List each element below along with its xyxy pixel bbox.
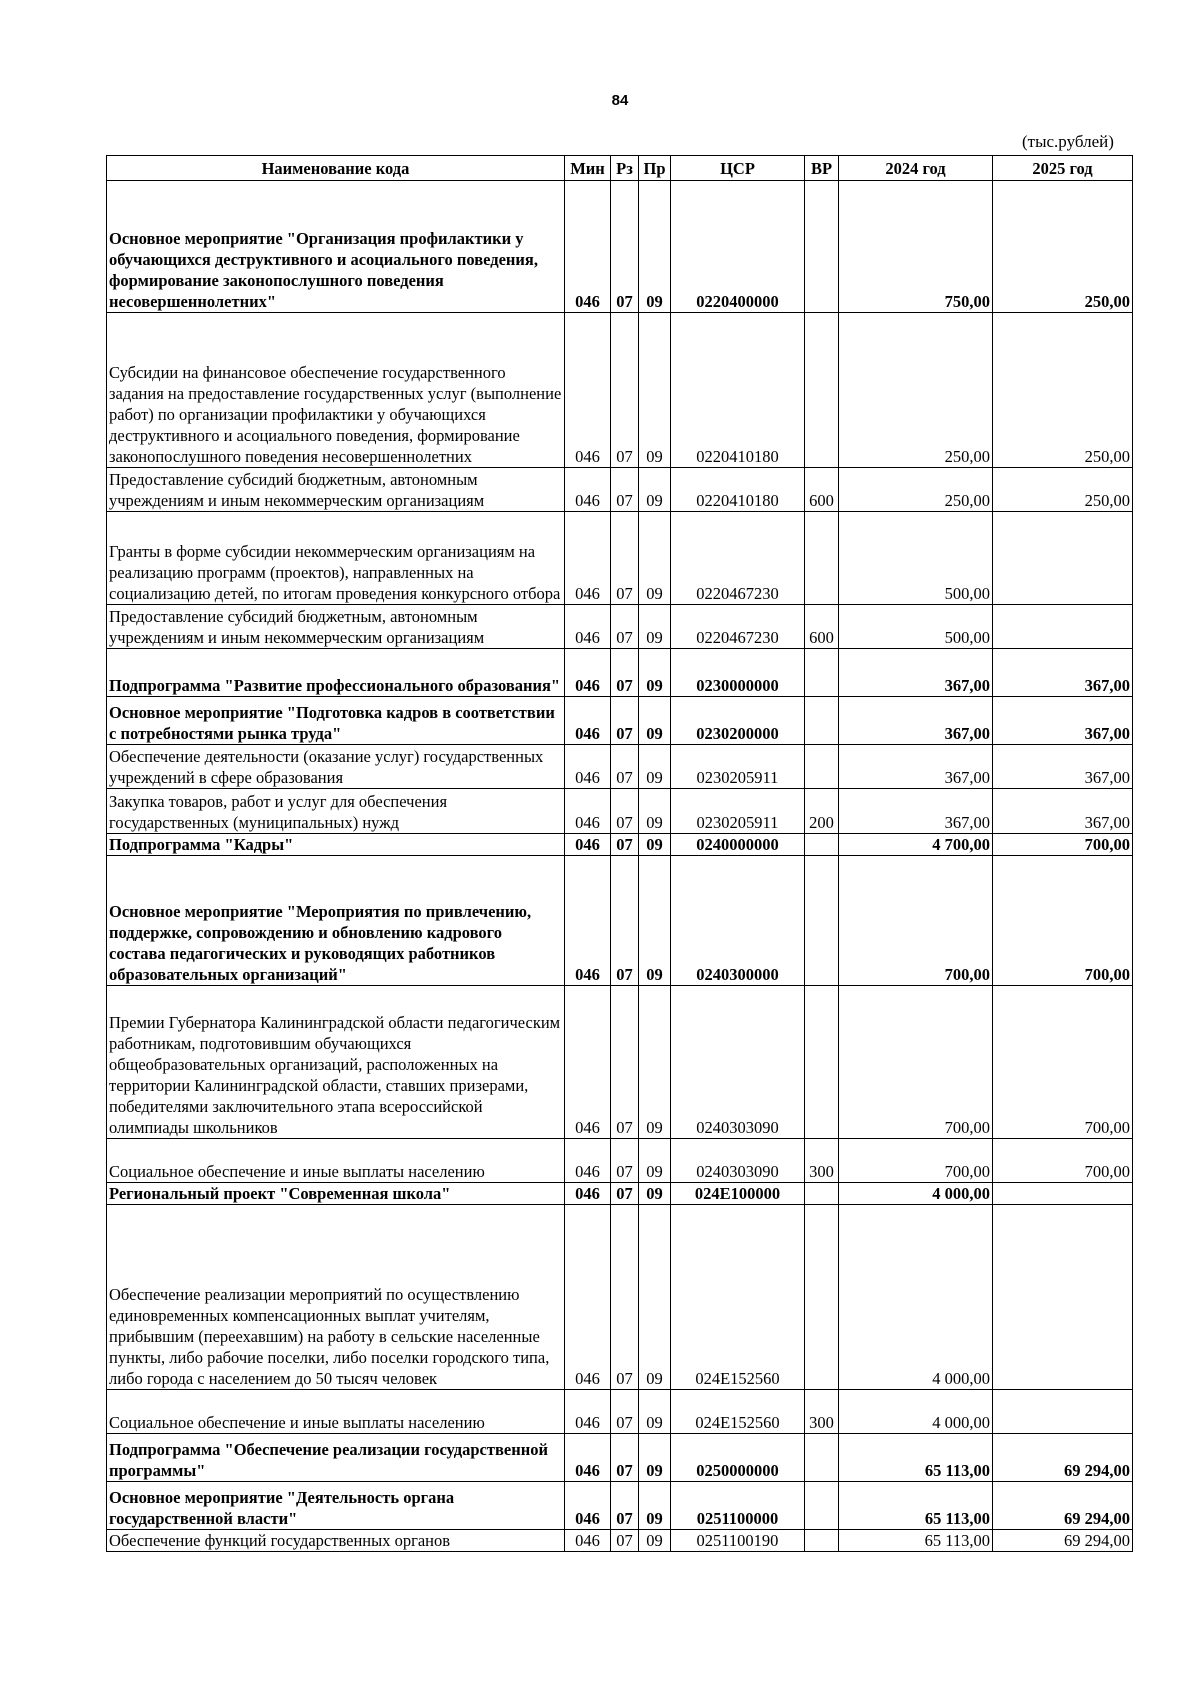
cell-y2025: 700,00: [993, 834, 1133, 856]
cell-min: 046: [565, 834, 611, 856]
cell-pr: 09: [639, 1390, 671, 1434]
cell-csr: 0240000000: [671, 834, 805, 856]
cell-y2024: 367,00: [839, 649, 993, 697]
cell-vr: [805, 697, 839, 745]
cell-rz: 07: [611, 1205, 639, 1390]
cell-pr: 09: [639, 313, 671, 468]
cell-y2025: 700,00: [993, 986, 1133, 1139]
cell-csr: 024Е152560: [671, 1205, 805, 1390]
table-row: [107, 649, 1133, 697]
header-2024: 2024 год: [839, 156, 993, 181]
header-pr: Пр: [639, 156, 671, 181]
cell-pr: 09: [639, 605, 671, 649]
cell-rz: 07: [611, 1530, 639, 1552]
cell-vr: [805, 313, 839, 468]
cell-y2024: 4 000,00: [839, 1205, 993, 1390]
cell-min: 046: [565, 1434, 611, 1482]
cell-name: Основное мероприятие "Организация профилактики у обучающихся деструктивного и асоциального поведения, формирование законопослушного поведения несовершеннолетних": [107, 181, 565, 313]
cell-csr: 0220410180: [671, 313, 805, 468]
cell-rz: 07: [611, 986, 639, 1139]
cell-rz: 07: [611, 605, 639, 649]
table-row: [107, 512, 1133, 605]
cell-y2024: 250,00: [839, 313, 993, 468]
cell-name: Подпрограмма "Кадры": [107, 834, 565, 856]
cell-y2024: 4 700,00: [839, 834, 993, 856]
cell-rz: 07: [611, 834, 639, 856]
table-row: [107, 789, 1133, 834]
header-csr: ЦСР: [671, 156, 805, 181]
cell-csr: 0220400000: [671, 181, 805, 313]
table-row: [107, 697, 1133, 745]
cell-vr: 600: [805, 605, 839, 649]
cell-csr: 0220467230: [671, 605, 805, 649]
table-body: [107, 181, 1133, 1552]
table-row: [107, 313, 1133, 468]
table-row: [107, 1434, 1133, 1482]
cell-y2025: [993, 1183, 1133, 1205]
cell-y2025: 367,00: [993, 697, 1133, 745]
cell-y2024: 65 113,00: [839, 1530, 993, 1552]
cell-rz: 07: [611, 856, 639, 986]
cell-csr: 0250000000: [671, 1434, 805, 1482]
cell-rz: 07: [611, 789, 639, 834]
cell-csr: 0251100000: [671, 1482, 805, 1530]
table-header-row: [107, 156, 1133, 181]
cell-y2024: 700,00: [839, 1139, 993, 1183]
cell-y2025: 367,00: [993, 649, 1133, 697]
cell-rz: 07: [611, 313, 639, 468]
table-row: [107, 1482, 1133, 1530]
table-row: [107, 856, 1133, 986]
cell-min: 046: [565, 856, 611, 986]
cell-vr: 600: [805, 468, 839, 512]
cell-vr: 300: [805, 1390, 839, 1434]
page-number: 84: [611, 92, 629, 109]
cell-pr: 09: [639, 1139, 671, 1183]
cell-pr: 09: [639, 745, 671, 789]
header-2025: 2025 год: [993, 156, 1133, 181]
cell-min: 046: [565, 1482, 611, 1530]
cell-y2024: 367,00: [839, 697, 993, 745]
cell-pr: 09: [639, 789, 671, 834]
cell-pr: 09: [639, 1482, 671, 1530]
cell-name: Основное мероприятие "Подготовка кадров в соответствии с потребностями рынка труда": [107, 697, 565, 745]
cell-csr: 0240303090: [671, 986, 805, 1139]
cell-y2024: 4 000,00: [839, 1390, 993, 1434]
cell-vr: [805, 834, 839, 856]
cell-vr: [805, 512, 839, 605]
cell-y2024: 65 113,00: [839, 1482, 993, 1530]
units-label: (тыс.рублей): [1022, 132, 1114, 151]
cell-y2024: 250,00: [839, 468, 993, 512]
cell-vr: [805, 181, 839, 313]
cell-name: Субсидии на финансовое обеспечение государственного задания на предоставление государственных услуг (выполнение работ) по организации профилактики у обучающихся деструктивного и асоциального поведения, формирование законопослушного поведения несовершеннолетних: [107, 313, 565, 468]
cell-csr: 0230205911: [671, 789, 805, 834]
cell-name: Подпрограмма "Развитие профессионального образования": [107, 649, 565, 697]
cell-rz: 07: [611, 697, 639, 745]
table-row: [107, 1530, 1133, 1552]
cell-vr: [805, 856, 839, 986]
table-row: [107, 986, 1133, 1139]
cell-csr: 0230000000: [671, 649, 805, 697]
cell-min: 046: [565, 313, 611, 468]
cell-name: Обеспечение деятельности (оказание услуг) государственных учреждений в сфере образования: [107, 745, 565, 789]
cell-pr: 09: [639, 986, 671, 1139]
cell-name: Обеспечение реализации мероприятий по осуществлению единовременных компенсационных выплат учителям, прибывшим (переехавшим) на работу в сельские населенные пункты, либо рабочие поселки, либо поселки городского типа, либо города с населением до 50 тысяч человек: [107, 1205, 565, 1390]
cell-y2025: 69 294,00: [993, 1434, 1133, 1482]
cell-pr: 09: [639, 1205, 671, 1390]
cell-name: Обеспечение функций государственных органов: [107, 1530, 565, 1552]
cell-y2025: [993, 1205, 1133, 1390]
cell-name: Социальное обеспечение и иные выплаты населению: [107, 1139, 565, 1183]
cell-min: 046: [565, 649, 611, 697]
cell-csr: 0230205911: [671, 745, 805, 789]
cell-csr: 024Е152560: [671, 1390, 805, 1434]
cell-csr: 0220410180: [671, 468, 805, 512]
table-row: [107, 1205, 1133, 1390]
table-row: [107, 468, 1133, 512]
cell-pr: 09: [639, 697, 671, 745]
cell-y2025: 700,00: [993, 856, 1133, 986]
cell-rz: 07: [611, 181, 639, 313]
cell-csr: 0240303090: [671, 1139, 805, 1183]
cell-csr: 024Е100000: [671, 1183, 805, 1205]
cell-y2025: [993, 605, 1133, 649]
cell-pr: 09: [639, 1530, 671, 1552]
header-rz: Рз: [611, 156, 639, 181]
cell-y2025: 367,00: [993, 745, 1133, 789]
cell-y2024: 700,00: [839, 986, 993, 1139]
cell-name: Подпрограмма "Обеспечение реализации государственной программы": [107, 1434, 565, 1482]
cell-rz: 07: [611, 1434, 639, 1482]
cell-y2025: 700,00: [993, 1139, 1133, 1183]
cell-min: 046: [565, 789, 611, 834]
cell-min: 046: [565, 986, 611, 1139]
cell-vr: [805, 1530, 839, 1552]
cell-min: 046: [565, 468, 611, 512]
cell-name: Региональный проект "Современная школа": [107, 1183, 565, 1205]
budget-table: [106, 155, 1133, 1552]
cell-csr: 0240300000: [671, 856, 805, 986]
cell-name: Предоставление субсидий бюджетным, автономным учреждениям и иным некоммерческим организациям: [107, 468, 565, 512]
cell-pr: 09: [639, 181, 671, 313]
cell-y2024: 500,00: [839, 512, 993, 605]
cell-rz: 07: [611, 468, 639, 512]
cell-rz: 07: [611, 512, 639, 605]
cell-vr: [805, 649, 839, 697]
cell-vr: 300: [805, 1139, 839, 1183]
cell-pr: 09: [639, 1183, 671, 1205]
cell-y2025: [993, 1390, 1133, 1434]
cell-name: Социальное обеспечение и иные выплаты населению: [107, 1390, 565, 1434]
cell-y2024: 367,00: [839, 745, 993, 789]
cell-min: 046: [565, 697, 611, 745]
cell-y2024: 4 000,00: [839, 1183, 993, 1205]
cell-min: 046: [565, 605, 611, 649]
header-vr: ВР: [805, 156, 839, 181]
cell-rz: 07: [611, 1183, 639, 1205]
cell-vr: 200: [805, 789, 839, 834]
cell-min: 046: [565, 1530, 611, 1552]
cell-y2025: 69 294,00: [993, 1530, 1133, 1552]
cell-csr: 0251100190: [671, 1530, 805, 1552]
cell-rz: 07: [611, 649, 639, 697]
cell-min: 046: [565, 1205, 611, 1390]
cell-name: Основное мероприятие "Деятельность органа государственной власти": [107, 1482, 565, 1530]
cell-rz: 07: [611, 1139, 639, 1183]
cell-y2025: 250,00: [993, 181, 1133, 313]
cell-name: Основное мероприятие "Мероприятия по привлечению, поддержке, сопровождению и обновлению кадрового состава педагогических и руководящих работников образовательных организаций": [107, 856, 565, 986]
cell-pr: 09: [639, 1434, 671, 1482]
table-row: [107, 1139, 1133, 1183]
cell-y2024: 65 113,00: [839, 1434, 993, 1482]
cell-min: 046: [565, 181, 611, 313]
cell-vr: [805, 1205, 839, 1390]
cell-vr: [805, 1434, 839, 1482]
cell-rz: 07: [611, 1482, 639, 1530]
cell-name: Премии Губернатора Калининградской области педагогическим работникам, подготовившим обучающихся общеобразовательных организаций, расположенных на территории Калининградской области, ставших призерами, победителями заключительного этапа всероссийской олимпиады школьников: [107, 986, 565, 1139]
cell-pr: 09: [639, 834, 671, 856]
cell-y2025: [993, 512, 1133, 605]
cell-pr: 09: [639, 856, 671, 986]
cell-vr: [805, 986, 839, 1139]
cell-csr: 0230200000: [671, 697, 805, 745]
cell-vr: [805, 1482, 839, 1530]
cell-y2024: 700,00: [839, 856, 993, 986]
cell-name: Предоставление субсидий бюджетным, автономным учреждениям и иным некоммерческим организациям: [107, 605, 565, 649]
cell-pr: 09: [639, 468, 671, 512]
cell-rz: 07: [611, 745, 639, 789]
cell-y2025: 69 294,00: [993, 1482, 1133, 1530]
cell-min: 046: [565, 1139, 611, 1183]
cell-min: 046: [565, 1183, 611, 1205]
cell-y2025: 250,00: [993, 313, 1133, 468]
table-row: [107, 1390, 1133, 1434]
cell-pr: 09: [639, 649, 671, 697]
cell-min: 046: [565, 745, 611, 789]
cell-vr: [805, 1183, 839, 1205]
table-row: [107, 745, 1133, 789]
cell-name: Гранты в форме субсидии некоммерческим организациям на реализацию программ (проектов), направленных на социализацию детей, по итогам проведения конкурсного отбора: [107, 512, 565, 605]
cell-y2025: 250,00: [993, 468, 1133, 512]
cell-y2024: 750,00: [839, 181, 993, 313]
table-row: [107, 1183, 1133, 1205]
table-row: [107, 605, 1133, 649]
cell-rz: 07: [611, 1390, 639, 1434]
cell-y2025: 367,00: [993, 789, 1133, 834]
table-row: [107, 181, 1133, 313]
cell-vr: [805, 745, 839, 789]
cell-min: 046: [565, 512, 611, 605]
table-row: [107, 834, 1133, 856]
cell-min: 046: [565, 1390, 611, 1434]
cell-csr: 0220467230: [671, 512, 805, 605]
cell-pr: 09: [639, 512, 671, 605]
header-name: Наименование кода: [107, 156, 565, 181]
cell-y2024: 500,00: [839, 605, 993, 649]
header-min: Мин: [565, 156, 611, 181]
cell-y2024: 367,00: [839, 789, 993, 834]
cell-name: Закупка товаров, работ и услуг для обеспечения государственных (муниципальных) нужд: [107, 789, 565, 834]
